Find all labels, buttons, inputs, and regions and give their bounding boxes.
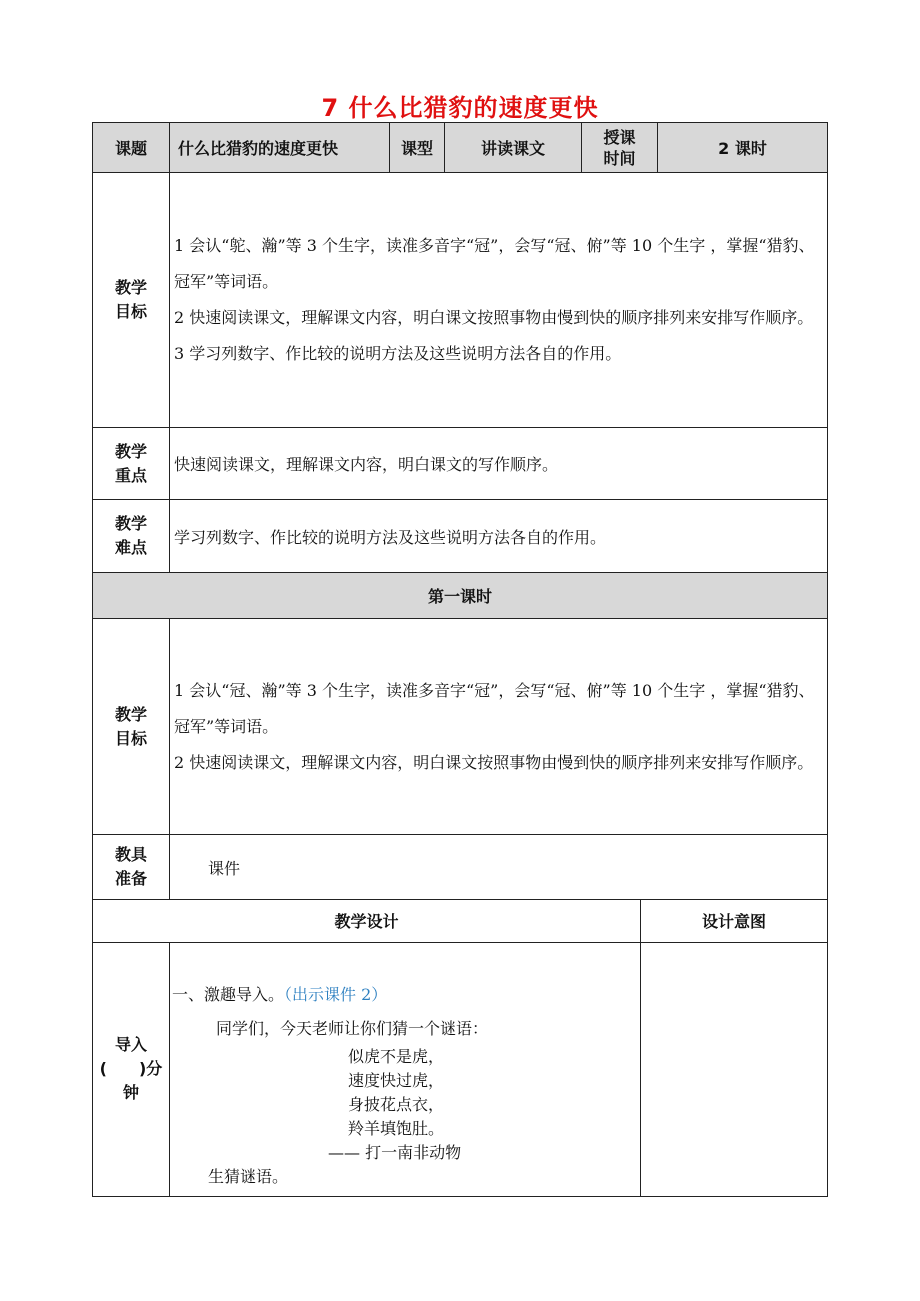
riddle bbox=[170, 1045, 640, 1165]
design-header-row bbox=[93, 899, 828, 942]
intro-last-line: 生猜谜语。 bbox=[208, 1166, 289, 1186]
design-table bbox=[92, 899, 828, 1197]
lesson1-goal-item: 1 会认“冠、瀚”等 3 个生字，读准多音字“冠”，会写“冠、俯”等 10 个生字 ，掌握“猎豹、冠军”等词语。 bbox=[174, 680, 815, 736]
goal-item: 1 会认“鸵、瀚”等 3 个生字，读准多音字“冠”，会写“冠、俯”等 10 个生字 ，掌握“猎豹、冠军”等词语。 bbox=[174, 236, 815, 291]
topic-label: 课题 bbox=[93, 123, 170, 173]
intro-prompt: 同学们，今天老师让你们猜一个谜语： bbox=[216, 1018, 489, 1038]
type-value: 讲读课文 bbox=[445, 123, 582, 173]
intro-label-line1: 导入 bbox=[114, 1035, 147, 1054]
intro-content bbox=[170, 942, 641, 1196]
intro-intent-cell bbox=[641, 942, 828, 1196]
riddle-hint: —— 打一南非动物 bbox=[328, 1142, 462, 1162]
goals-content bbox=[170, 173, 828, 428]
time-label-line2: 时间 bbox=[603, 148, 636, 168]
time-label-line1: 授课 bbox=[603, 127, 636, 147]
lesson1-goals-label-line1: 教学 bbox=[114, 704, 147, 724]
riddle-line: 羚羊填饱肚。 bbox=[348, 1118, 445, 1138]
type-label: 课型 bbox=[390, 123, 445, 173]
key-points-row bbox=[93, 428, 828, 500]
intro-label-line2: ( )分 bbox=[99, 1059, 163, 1078]
goal-item: 2 快速阅读课文，理解课文内容，明白课文按照事物由慢到快的顺序排列来安排写作顺序。 bbox=[174, 308, 814, 327]
difficulties-row bbox=[93, 500, 828, 573]
intro-step-note: （出示课件 2） bbox=[284, 984, 388, 1004]
tools-label bbox=[93, 835, 170, 900]
topic-value: 什么比猎豹的速度更快 bbox=[170, 123, 390, 173]
goals-label-line1: 教学 bbox=[114, 278, 147, 297]
lesson1-goals-content bbox=[170, 619, 828, 835]
document-title: 7 什么比猎豹的速度更快 bbox=[321, 94, 599, 122]
key-points-label-line1: 教学 bbox=[114, 441, 147, 461]
riddle-line: 速度快过虎， bbox=[348, 1070, 445, 1090]
lesson1-heading-row bbox=[93, 573, 828, 619]
intro-step bbox=[170, 983, 640, 1007]
lesson-plan-table bbox=[92, 122, 828, 900]
difficulties-label bbox=[93, 500, 170, 573]
intro-label-line3: 钟 bbox=[122, 1083, 139, 1102]
difficulties-label-line2: 难点 bbox=[114, 538, 147, 557]
goals-label-line2: 目标 bbox=[114, 302, 147, 321]
header-row bbox=[93, 123, 828, 173]
tools-row bbox=[93, 835, 828, 900]
intent-column-header: 设计意图 bbox=[641, 899, 828, 942]
lesson1-goals-label-line2: 目标 bbox=[114, 728, 147, 748]
design-column-header: 教学设计 bbox=[93, 899, 641, 942]
lesson1-goal-item: 2 快速阅读课文，理解课文内容，明白课文按照事物由慢到快的顺序排列来安排写作顺序。 bbox=[174, 752, 814, 772]
lesson1-goals-row bbox=[93, 619, 828, 835]
lesson-plan-sheet bbox=[92, 122, 827, 1197]
lesson1-heading: 第一课时 bbox=[93, 573, 828, 619]
riddle-line: 身披花点衣， bbox=[348, 1094, 445, 1114]
goals-row bbox=[93, 173, 828, 428]
tools-value: 课件 bbox=[170, 835, 828, 900]
goals-label bbox=[93, 173, 170, 428]
riddle-line: 似虎不是虎， bbox=[348, 1046, 445, 1066]
time-value: 2 课时 bbox=[658, 123, 828, 173]
intro-step-title: 一、激趣导入。 bbox=[172, 984, 285, 1004]
key-points-text: 快速阅读课文，理解课文内容，明白课文的写作顺序。 bbox=[170, 428, 828, 500]
difficulties-label-line1: 教学 bbox=[114, 514, 147, 533]
key-points-label-line2: 重点 bbox=[114, 465, 147, 485]
tools-label-line2: 准备 bbox=[114, 869, 147, 888]
intro-row bbox=[93, 942, 828, 1196]
tools-label-line1: 教具 bbox=[114, 845, 147, 864]
time-label bbox=[582, 123, 658, 173]
lesson1-goals-label bbox=[93, 619, 170, 835]
goal-item: 3 学习列数字、作比较的说明方法及这些说明方法各自的作用。 bbox=[174, 344, 622, 363]
key-points-label bbox=[93, 428, 170, 500]
intro-label bbox=[93, 942, 170, 1196]
difficulties-text: 学习列数字、作比较的说明方法及这些说明方法各自的作用。 bbox=[170, 500, 828, 573]
